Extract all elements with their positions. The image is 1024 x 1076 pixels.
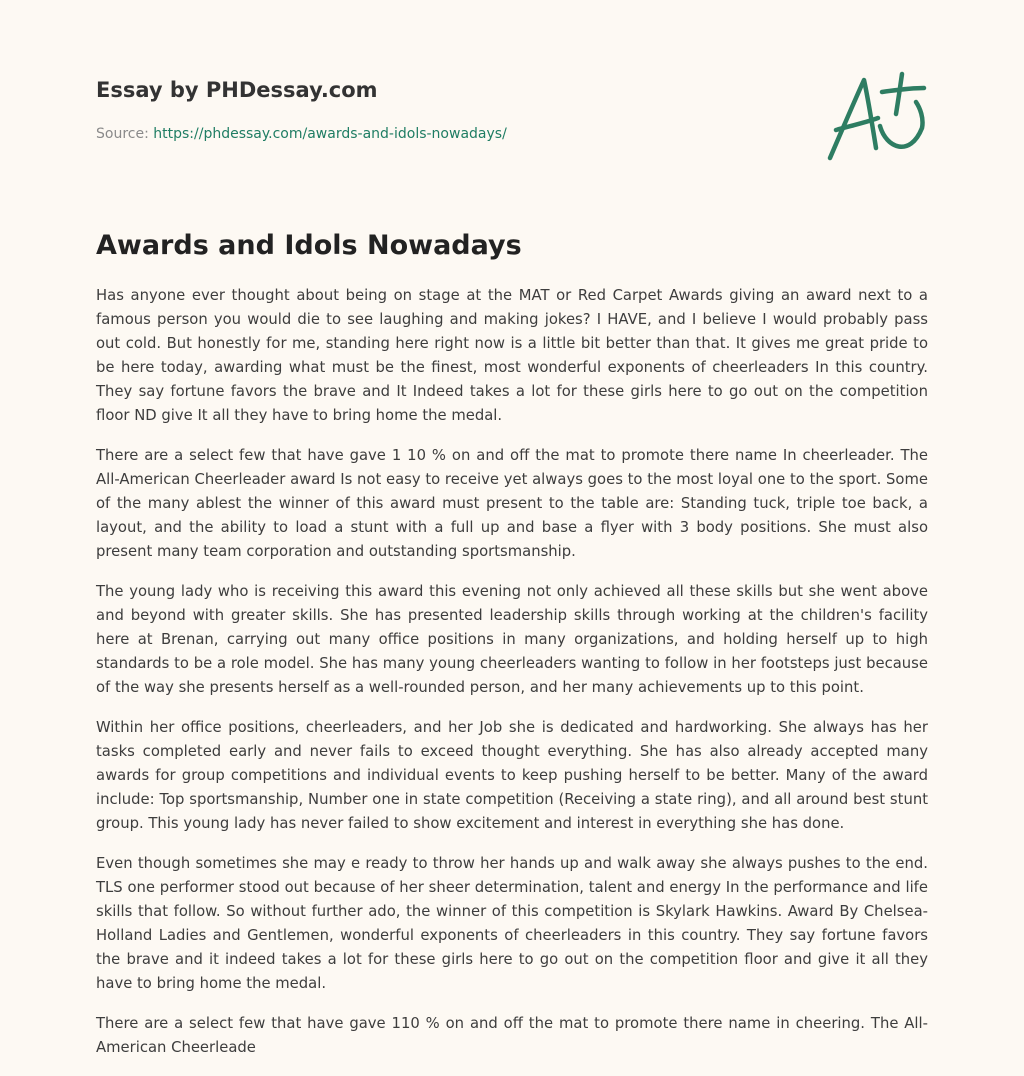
- a-plus-logo-icon: [820, 68, 930, 164]
- essay-paragraph: There are a select few that have gave 1 10 % on and off the mat to promote there name In cheerleader. The All-American Cheerleader award Is not easy to receive yet always goes to the most loyal one to the sport. Some of the many ablest the winner of this award must present to the table are: Standing tuck, triple toe back, a layout, and the ability to load a stunt with a full up and base a flyer with 3 body positions. She must also present many team corporation and outstanding sportsmanship.: [96, 447, 928, 560]
- site-brand: Essay by PHDessay.com: [96, 78, 378, 102]
- essay-paragraph: The young lady who is receiving this award this evening not only achieved all these skills but she went above and beyond with greater skills. She has presented leadership skills through working at the children's facility here at Brenan, carrying out many office positions in many organizations, and holding herself up to high standards to be a role model. She has many young cheerleaders wanting to follow in her footsteps just because of the way she presents herself as a well-rounded person, and her many achievements up to this point.: [96, 583, 928, 696]
- essay-body: [96, 284, 928, 1076]
- essay-paragraph: Even though sometimes she may e ready to throw her hands up and walk away she always pushes to the end. TLS one performer stood out because of her sheer determination, talent and energy In the performance and life skills that follow. So without further ado, the winner of this competition is Skylark Hawkins. Award By Chelsea-Holland Ladies and Gentlemen, wonderful exponents of cheerleaders in this country. They say fortune favors the brave and it indeed takes a lot for these girls here to go out on the competition floor and give it all they have to bring home the medal.: [96, 855, 928, 992]
- source-link[interactable]: https://phdessay.com/awards-and-idols-nowadays/: [153, 126, 507, 142]
- essay-title: Awards and Idols Nowadays: [96, 230, 522, 261]
- essay-paragraph: There are a select few that have gave 110 % on and off the mat to promote there name in cheering. The All-American Cheerleade: [96, 1015, 928, 1056]
- essay-paragraph: Within her office positions, cheerleaders, and her Job she is dedicated and hardworking. She always has her tasks completed early and never fails to exceed thought everything. She has also already accepted many awards for group competitions and individual events to keep pushing herself to be better. Many of the award include: Top sportsmanship, Number one in state competition (Receiving a state ring), and all around best stunt group. This young lady has never failed to show excitement and interest in everything she has done.: [96, 719, 928, 832]
- source-label: Source:: [96, 126, 154, 142]
- essay-paragraph: Has anyone ever thought about being on stage at the MAT or Red Carpet Awards giving an award next to a famous person you would die to see laughing and making jokes? I HAVE, and I believe I would probably pass out cold. But honestly for me, standing here right now is a little bit better than that. It gives me great pride to be here today, awarding what must be the finest, most wonderful exponents of cheerleaders In this country. They say fortune favors the brave and It Indeed takes a lot for these girls here to go out on the competition floor ND give It all they have to bring home the medal.: [96, 287, 928, 424]
- source-line: [96, 124, 507, 144]
